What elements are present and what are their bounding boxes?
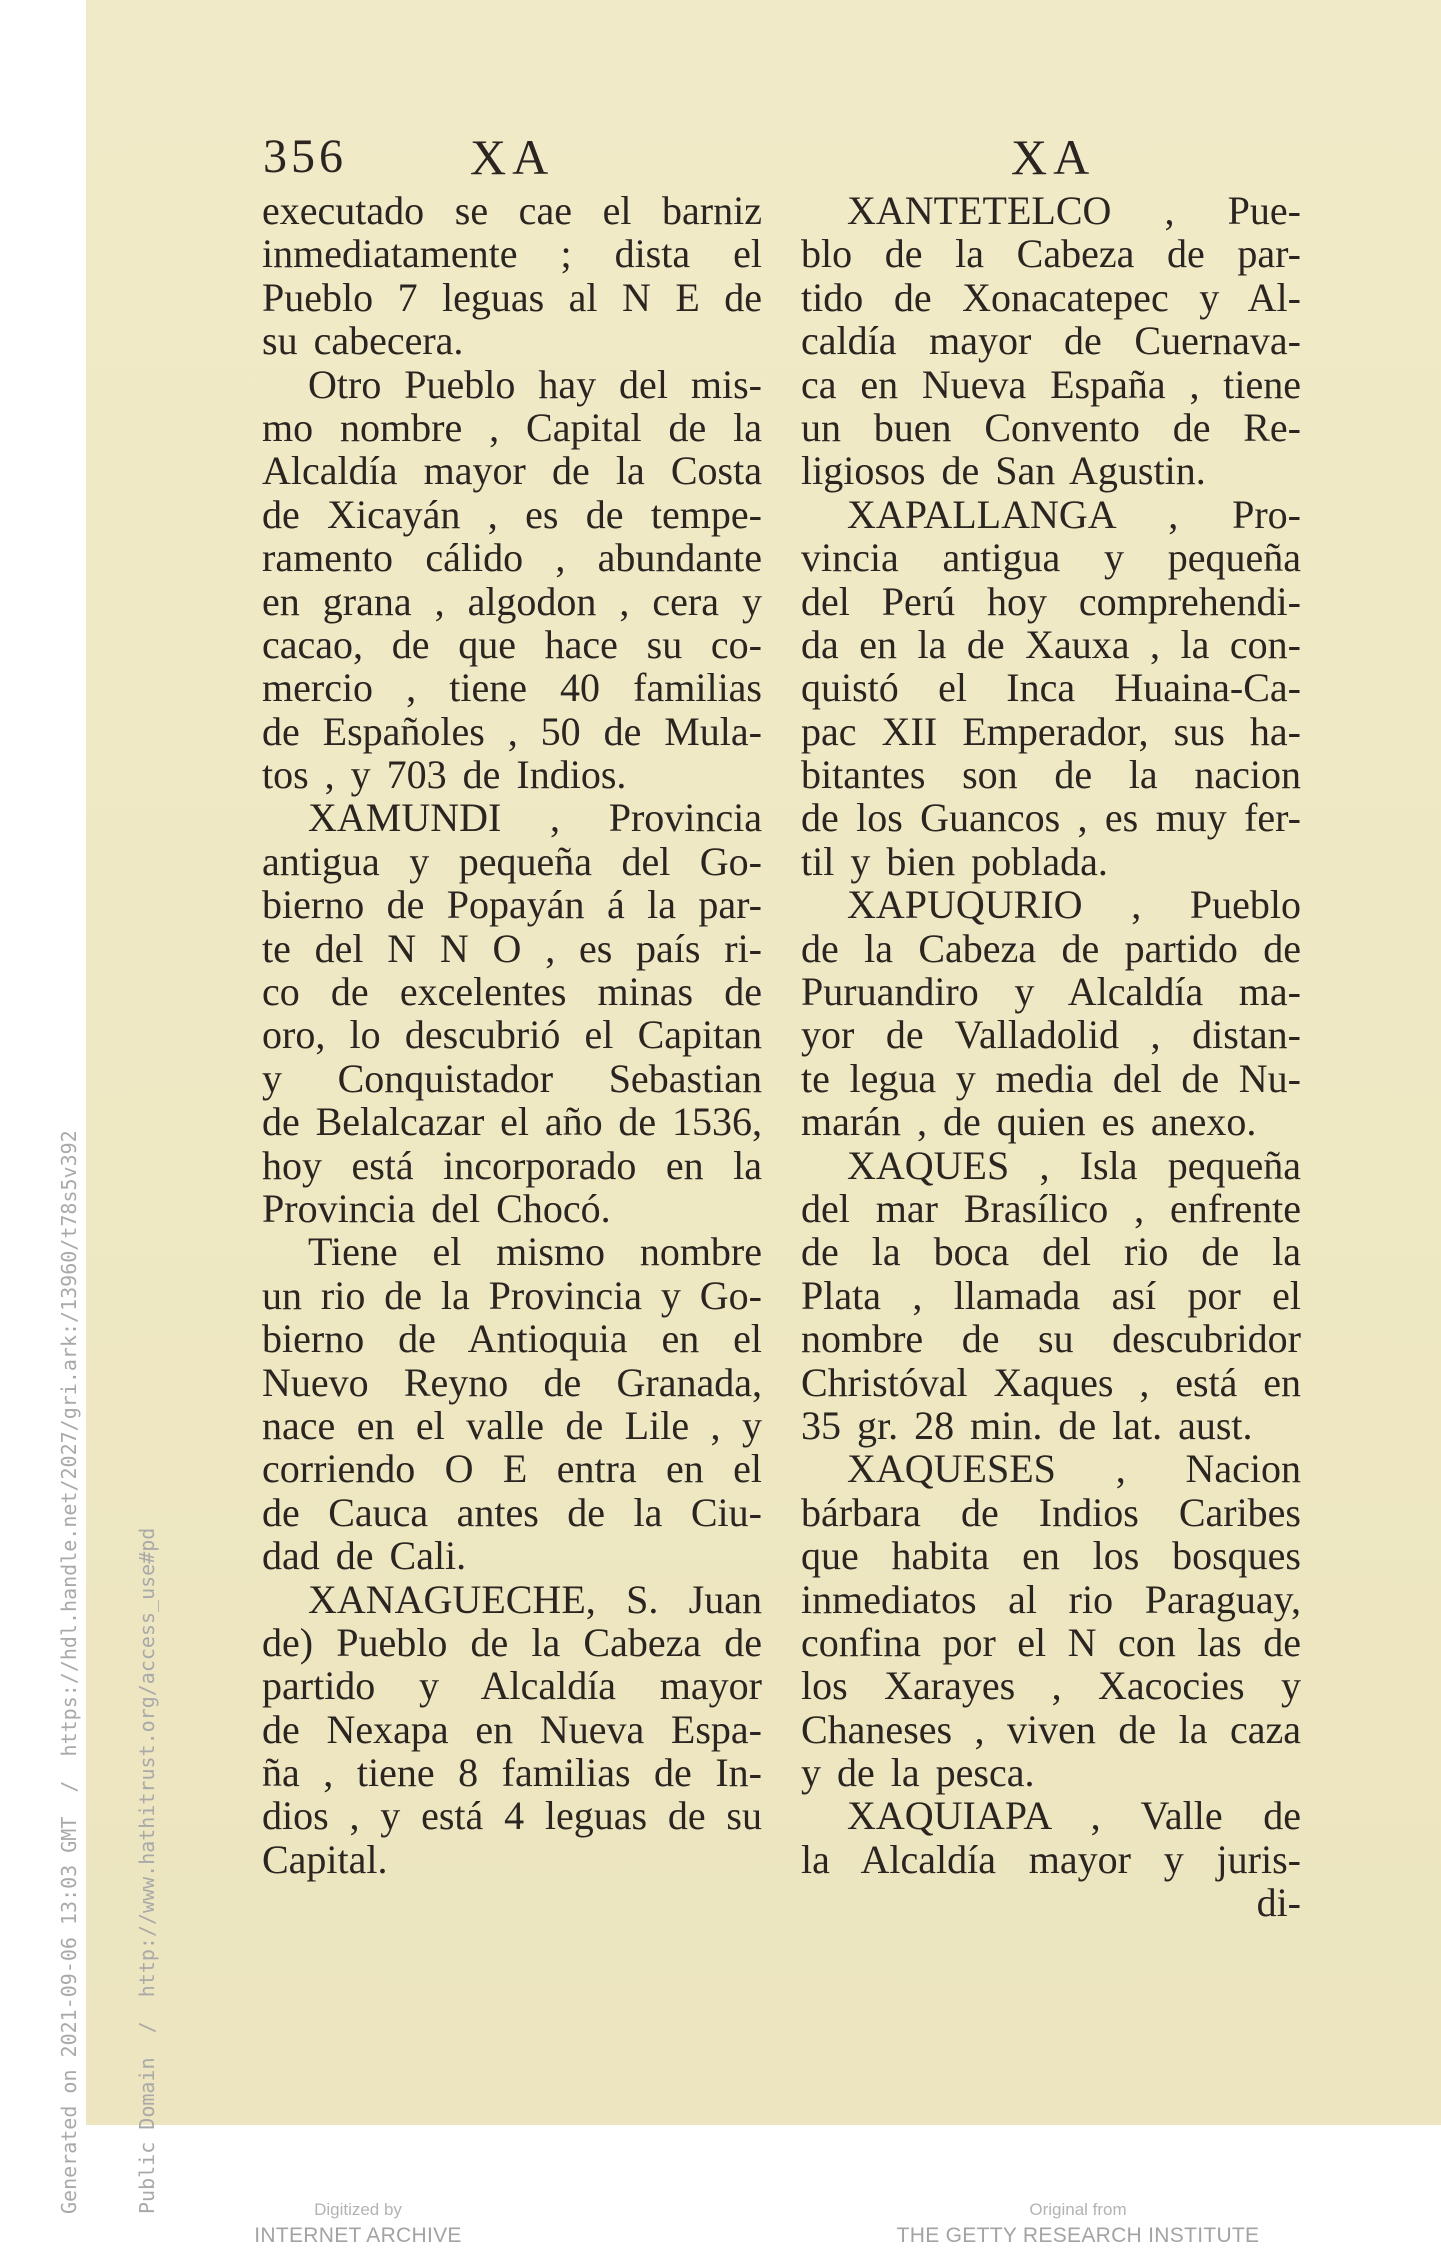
text-line: su cabecera.: [262, 318, 464, 364]
entry-paragraph: [262, 1578, 762, 1882]
text-line: de los Guancos , es muy fer-: [801, 795, 1301, 841]
text-line: ligiosos de San Agustin.: [801, 448, 1206, 494]
entry-paragraph: [801, 1794, 1301, 1881]
catchword: di-: [1256, 1880, 1301, 1926]
text-line: de Xicayán , es de tempe-: [262, 491, 762, 537]
watermark-generated-line: Generated on 2021-09-06 13:03 GMT / https://hdl.handle.net/2027/gri.ark:/13960/t78s5v392: [57, 1130, 81, 2214]
digitized-by-credit: [208, 2198, 508, 2250]
text-line: dad de Cali.: [262, 1533, 467, 1579]
text-line: cacao, de que hace su co-: [262, 621, 762, 667]
text-line: corriendo O E entra en el: [262, 1446, 762, 1492]
text-line: 35 gr. 28 min. de lat. aust.: [801, 1402, 1253, 1448]
text-line: marán , de quien es anexo.: [801, 1099, 1257, 1145]
watermark-rights-line: Public Domain / http://www.hathitrust.org/access_use#pd: [135, 1527, 159, 2214]
text-line: los Xarayes , Xacocies y: [801, 1663, 1301, 1709]
text-line: blo de la Cabeza de par-: [801, 231, 1301, 277]
hathitrust-watermark: [4, 1064, 159, 2214]
text-line: inmediatos al rio Paraguay,: [801, 1576, 1301, 1622]
text-line: XAPALLANGA , Pro-: [847, 491, 1301, 537]
text-line: XAQUESES , Nacion: [847, 1446, 1301, 1492]
text-line: Pueblo 7 leguas al N E de: [262, 274, 762, 320]
original-from-label: Original from: [1029, 2200, 1127, 2219]
text-line: y Conquistador Sebastian: [262, 1055, 762, 1101]
entry-paragraph: [262, 363, 762, 797]
text-line: mercio , tiene 40 familias: [262, 665, 762, 711]
text-line: vincia antigua y pequeña: [801, 535, 1301, 581]
text-line: hoy está incorporado en la: [262, 1142, 762, 1188]
entry-paragraph: [262, 1230, 762, 1577]
text-line: nace en el valle de Lile , y: [262, 1402, 762, 1448]
text-line: Alcaldía mayor de la Costa: [262, 448, 762, 494]
digitized-by-source: INTERNET ARCHIVE: [254, 2224, 462, 2247]
text-line: XANAGUECHE, S. Juan: [308, 1576, 762, 1622]
text-line: un rio de la Provincia y Go-: [262, 1272, 762, 1318]
text-line: te del N N O , es país ri-: [262, 925, 762, 971]
text-line: de la boca del rio de la: [801, 1229, 1301, 1275]
digitized-by-label: Digitized by: [314, 2200, 402, 2219]
running-head-left: XA: [470, 129, 555, 185]
original-from-credit: [828, 2198, 1328, 2250]
text-line: del Perú hoy comprehendi-: [801, 578, 1301, 624]
text-line: de Españoles , 50 de Mula-: [262, 708, 762, 754]
page-number: 356: [263, 130, 347, 183]
text-line: til y bien poblada.: [801, 838, 1108, 884]
text-line: bitantes son de la nacion: [801, 752, 1301, 798]
text-line: confina por el N con las de: [801, 1619, 1301, 1665]
continued-paragraph: [262, 189, 762, 363]
left-text-column: [262, 189, 762, 1881]
text-line: de Nexapa en Nueva Espa-: [262, 1706, 762, 1752]
text-line: en grana , algodon , cera y: [262, 578, 762, 624]
text-line: Capital.: [262, 1836, 388, 1882]
text-line: bierno de Antioquia en el: [262, 1316, 762, 1362]
text-line: Chaneses , viven de la caza: [801, 1706, 1301, 1752]
text-line: que habita en los bosques: [801, 1533, 1301, 1579]
text-line: bierno de Popayán á la par-: [262, 882, 762, 928]
text-line: XAQUIAPA , Valle de: [847, 1793, 1301, 1839]
text-line: bárbara de Indios Caribes: [801, 1489, 1301, 1535]
text-line: inmediatamente ; dista el: [262, 231, 762, 277]
text-line: te legua y media del de Nu-: [801, 1055, 1301, 1101]
text-line: Plata , llamada así por el: [801, 1272, 1301, 1318]
text-line: de) Pueblo de la Cabeza de: [262, 1619, 762, 1665]
text-line: da en la de Xauxa , la con-: [801, 621, 1301, 667]
entry-paragraph: [801, 1447, 1301, 1794]
text-line: Nuevo Reyno de Granada,: [262, 1359, 762, 1405]
text-line: del mar Brasílico , enfrente: [801, 1185, 1301, 1231]
text-line: antigua y pequeña del Go-: [262, 838, 762, 884]
text-line: tos , y 703 de Indios.: [262, 752, 627, 798]
text-line: XAPUQURIO , Pueblo: [847, 882, 1301, 928]
text-line: de Cauca antes de la Ciu-: [262, 1489, 762, 1535]
text-line: ca en Nueva España , tiene: [801, 361, 1301, 407]
entry-paragraph: [801, 493, 1301, 884]
text-line: de Belalcazar el año de 1536,: [262, 1099, 762, 1145]
entry-paragraph: [262, 796, 762, 1230]
entry-paragraph: [801, 189, 1301, 493]
text-line: nombre de su descubridor: [801, 1316, 1301, 1362]
text-line: un buen Convento de Re-: [801, 404, 1301, 450]
text-line: mo nombre , Capital de la: [262, 404, 762, 450]
text-line: y de la pesca.: [801, 1750, 1035, 1796]
text-line: executado se cae el barniz: [262, 188, 762, 233]
text-line: de la Cabeza de partido de: [801, 925, 1301, 971]
text-line: Otro Pueblo hay del mis-: [308, 361, 762, 407]
text-line: Provincia del Chocó.: [262, 1185, 611, 1231]
running-head-right: XA: [1011, 129, 1096, 185]
right-text-column: [801, 189, 1301, 1925]
text-line: Christóval Xaques , está en: [801, 1359, 1301, 1405]
text-line: tido de Xonacatepec y Al-: [801, 274, 1301, 320]
text-line: XAQUES , Isla pequeña: [847, 1142, 1301, 1188]
original-from-source: THE GETTY RESEARCH INSTITUTE: [896, 2224, 1260, 2247]
text-line: ramento cálido , abundante: [262, 535, 762, 581]
text-line: co de excelentes minas de: [262, 969, 762, 1015]
text-line: dios , y está 4 leguas de su: [262, 1793, 762, 1839]
text-line: XANTETELCO , Pue-: [847, 188, 1301, 233]
text-line: Tiene el mismo nombre: [308, 1229, 762, 1275]
text-line: oro, lo descubrió el Capitan: [262, 1012, 762, 1058]
entry-paragraph: [801, 1144, 1301, 1448]
text-line: XAMUNDI , Provincia: [308, 795, 762, 841]
text-line: ña , tiene 8 familias de In-: [262, 1750, 762, 1796]
text-line: caldía mayor de Cuernava-: [801, 318, 1301, 364]
text-line: partido y Alcaldía mayor: [262, 1663, 762, 1709]
entry-paragraph: [801, 883, 1301, 1143]
text-line: yor de Valladolid , distan-: [801, 1012, 1301, 1058]
text-line: la Alcaldía mayor y juris-: [801, 1836, 1301, 1882]
text-line: quistó el Inca Huaina-Ca-: [801, 665, 1301, 711]
text-line: Puruandiro y Alcaldía ma-: [801, 969, 1301, 1015]
text-line: pac XII Emperador, sus ha-: [801, 708, 1301, 754]
